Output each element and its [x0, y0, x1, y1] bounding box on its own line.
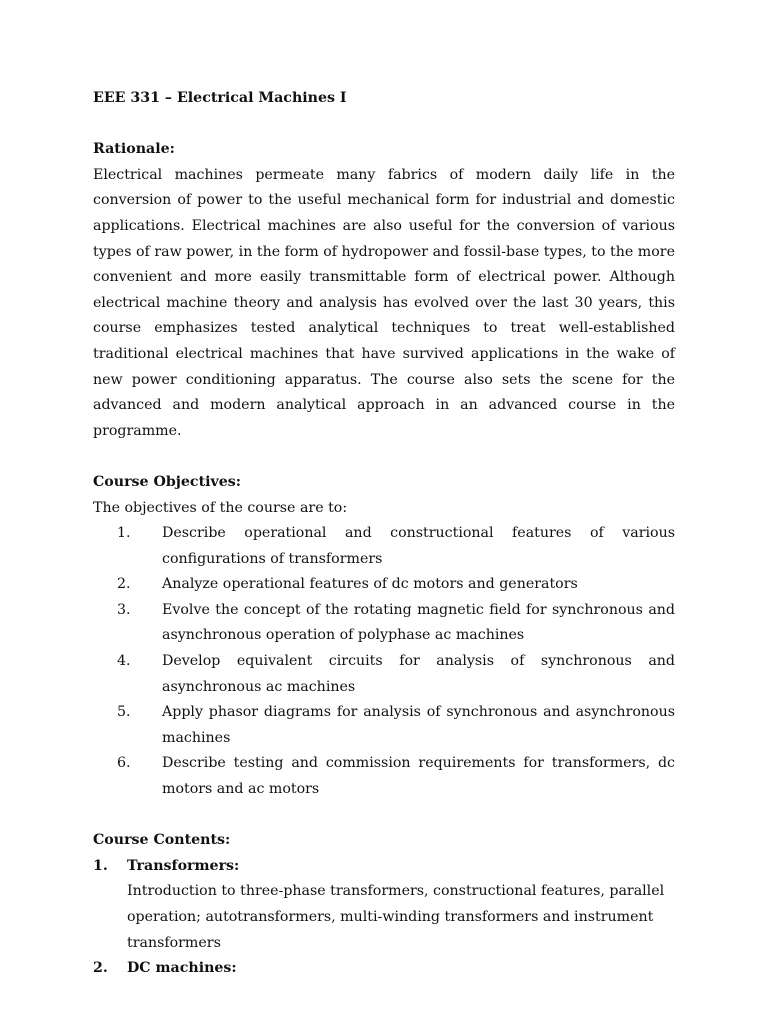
objective-item [93, 700, 675, 751]
objective-text: Describe testing and commission requirements for transformers, dc motors and ac motors [162, 755, 675, 798]
objective-text: Describe operational and constructional features of various configurations of transformers [162, 525, 675, 567]
objective-number: 2. [117, 576, 131, 593]
objectives-heading: Course Objectives: [93, 473, 242, 490]
contents-number: 2. [93, 960, 108, 977]
objective-item [93, 649, 675, 700]
objective-item [93, 521, 675, 572]
objective-number: 1. [117, 525, 131, 542]
objective-number: 6. [117, 755, 131, 772]
objective-number: 3. [117, 601, 131, 618]
spacer [93, 112, 675, 138]
objective-item [93, 598, 675, 649]
contents-item-dc-machines [93, 956, 675, 982]
objective-number: 4. [117, 653, 131, 670]
contents-title: Transformers: [127, 857, 240, 874]
contents-item-transformers [93, 854, 675, 956]
objectives-list [93, 521, 675, 803]
contents-text: Introduction to three-phase transformers, constructional features, parallel operation; autotransformers, multi-winding transformers and instrument transformers [127, 883, 665, 951]
spacer [93, 444, 675, 470]
objective-text: Evolve the concept of the rotating magnetic field for synchronous and asynchronous operation of polyphase ac machines [162, 601, 675, 644]
contents-number: 1. [93, 857, 108, 874]
objective-text: Develop equivalent circuits for analysis of synchronous and asynchronous ac machines [162, 653, 675, 695]
contents-heading: Course Contents: [93, 832, 231, 849]
objectives-intro: The objectives of the course are to: [93, 499, 348, 516]
objective-text: Apply phasor diagrams for analysis of synchronous and asynchronous machines [162, 704, 675, 746]
objective-item [93, 572, 675, 598]
rationale-text: Electrical machines permeate many fabrics of modern daily life in the conversion of power to the useful mechanical form for industrial and domestic applications. Electrical machines are also useful for the conversion of various types of raw power, in the form of hydropower and fossil-base types, to the more convenient and more easily transmittable form of electrical power. Although electrical machine theory and analysis has evolved over the last 30 years, this course emphasizes tested analytical techniques to treat well-established traditional electrical machines that have survived applications in the wake of new power conditioning apparatus. The course also sets the scene for the advanced and modern analytical approach in an advanced course in the programme. [93, 166, 675, 439]
course-title: EEE 331 – Electrical Machines I [93, 90, 347, 106]
objective-item [93, 751, 675, 802]
rationale-heading: Rationale: [93, 141, 175, 158]
contents-title: DC machines: [127, 960, 237, 977]
objective-number: 5. [117, 704, 131, 721]
objective-text: Analyze operational features of dc motors and generators [162, 576, 578, 593]
document-body [93, 86, 675, 982]
spacer [93, 803, 675, 829]
